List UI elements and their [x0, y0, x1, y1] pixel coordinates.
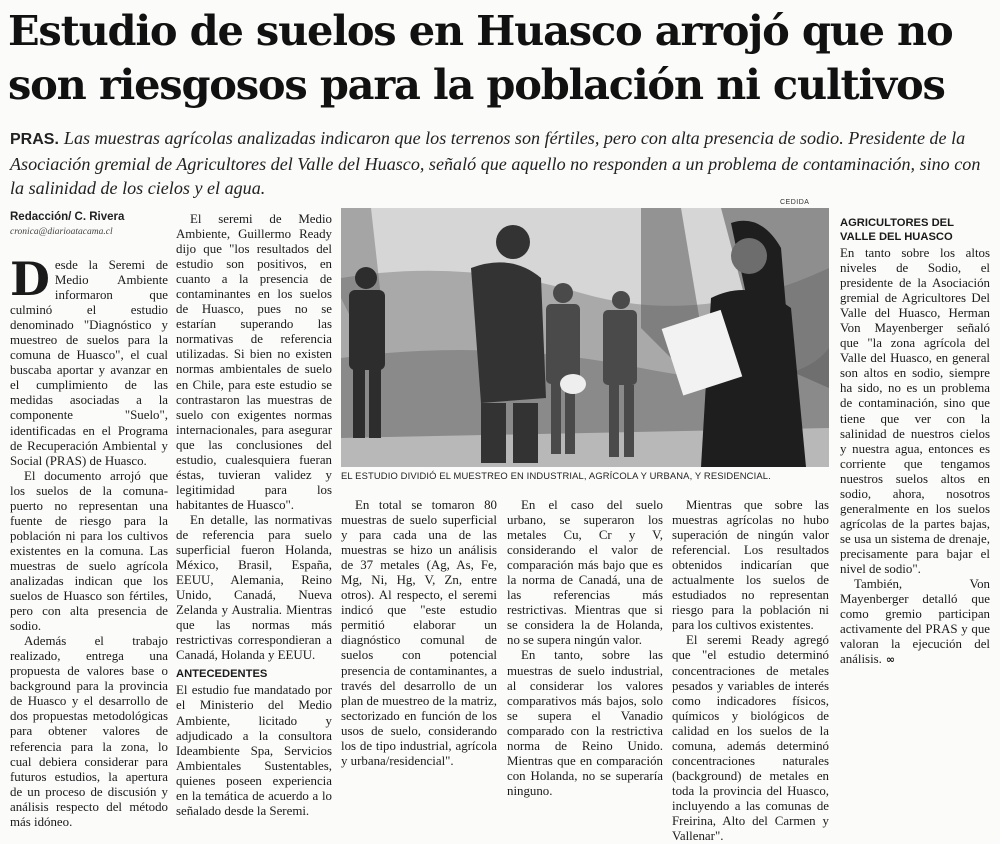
- byline-author: Redacción/ C. Rivera: [10, 211, 125, 223]
- paragraph-8: En el caso del suelo urbano, se superaron los metales Cu, Cr y V, considerando el valor de comparación más bajo que es la norma de Canadá, una de las referencias más restrictivas. Mientras que si se considera la de Holanda, no se supera ningún valor.: [507, 498, 663, 648]
- article-photo: [341, 208, 829, 467]
- photo-illustration: [341, 208, 829, 467]
- paragraph-2: El documento arrojó que los suelos de la comuna-puerto no representan una fuente de riesgo para la población ni para los cultivos existentes en la comuna. Las muestras de suelo agrícola analizadas indican que los suelos de Huasco son fértiles, pero con alta presencia de sodio.: [10, 468, 168, 634]
- paragraph-9: En tanto, sobre las muestras de suelo industrial, al considerar los valores comparativos más bajos, solo se supera el Vanadio comparado con la restrictiva norma de Reino Unido. Mientras que en comparación con Holanda, no se superaría ninguno.: [507, 648, 663, 798]
- paragraph-1-text: esde la Seremi de Medio Ambiente informaron que culminó el estudio denominado "Diagnóstico y muestreo de suelos para la comuna de Huasco", el cual buscaba aportar y avanzar en el cumplimiento de las medidas asociadas a la componente "Suelo", identificadas en el Programa de Recuperación Ambiental y Social (PRAS) de Huasco.: [10, 258, 168, 468]
- byline-email: cronica@diarioatacama.cl: [10, 227, 113, 237]
- paragraph-10: Mientras que sobre las muestras agrícolas no hubo superación de ningún valor referencial. Los resultados obtenidos indicarían que actualmente los suelos de estudiados no representan riesgo para la población ni para los cultivos existentes.: [672, 498, 829, 633]
- article-column-3: [341, 498, 497, 768]
- article-column-1: [10, 252, 168, 829]
- paragraph-13: [840, 577, 990, 667]
- photo-caption: EL ESTUDIO DIVIDIÓ EL MUESTREO EN INDUSTRIAL, AGRÍCOLA Y URBANA, Y RESIDENCIAL.: [341, 470, 771, 481]
- paragraph-7: En total se tomaron 80 muestras de suelo superficial y para cada una de las muestras se hizo un análisis de 37 metales (Ag, As, Fe, Mg, Ni, Hg, V, Zn, entre otros). Al respecto, el seremi indicó que "este estudio permitió elaborar un diagnóstico comunal de suelos con potencial presencia de contaminantes, a través del desarrollo de un plan de muestreo de la matriz, sectorizado en función de los usos de suelo, considerando los de tipo industrial, agrícola y urbana/residencial".: [341, 498, 497, 768]
- paragraph-3: Además el trabajo realizado, entrega una propuesta de valores base o background para la provincia de Huasco y el desarrollo de dos propuestas metodológicas para obtener valores de referencia para la zona, lo cual debiera considerar para futuros estudios, la apertura de un proceso de discusión y análisis respecto del método más idóneo.: [10, 634, 168, 829]
- drop-cap: D: [10, 252, 50, 306]
- lead-kicker: PRAS.: [10, 131, 59, 148]
- article-column-4: [507, 498, 663, 798]
- lead-text: Las muestras agrícolas analizadas indicaron que los terrenos son fértiles, pero con alta presencia de sodio. Presidente de la Asociación gremial de Agricultores del Valle del Huasco, señaló que aquello no responden a un problema de contaminación, sino con la salinidad de los cielos y el agua.: [10, 128, 981, 198]
- headline-line-1: Estudio de suelos en Huasco arrojó que no: [8, 6, 953, 55]
- paragraph-4: El seremi de Medio Ambiente, Guillermo Ready dijo que "los resultados del estudio son positivos, en cuanto a la presencia de contaminantes en los suelos de Huasco, pues no se estarían superando las normativas de referencia utilizadas. Si bien no existen normas ambientales de suelo en Chile, para este estudio se contrastaron las muestras de suelo con exigentes normas internacionales, para asegurar que las conclusiones del estudio, cualesquiera fueran éstas, tuvieran validez y legitimidad para los habitantes de Huasco".: [176, 212, 332, 512]
- paragraph-5: En detalle, las normativas de referencia para suelo superficial fueron Holanda, México, Brasil, España, EEUU, Alemania, Reino Unido, Canadá, Nueva Zelanda y Australia. Mientras que las normas más restrictivas correspondieran a Canadá, Holanda y EEUU.: [176, 512, 332, 663]
- lead-paragraph: [10, 126, 990, 200]
- paragraph-12: En tanto sobre los altos niveles de Sodio, el presidente de la Asociación gremial de Agricultores Del Valle del Huasco, Herman Von Mayenberger señaló que "la zona agrícola del Valle del Huasco, en general son altos en sodio, siempre ha sido, no es un problema de contaminación, sino que tiene que ver con la salinidad de nuestros cielos y nuestra agua, entonces es corriente que tengamos nuestros suelos altos en sodio, ahora, nosotros generalmente en los suelos agrícolas de la partes bajas, se usa un sistema de drenaje, precisamente para bajar el nivel de sodio".: [840, 246, 990, 576]
- article-column-5: [672, 498, 829, 844]
- byline: [10, 211, 170, 237]
- headline-line-2: son riesgosos para la población ni cultivos: [8, 60, 945, 109]
- photo-credit: CEDIDA: [780, 199, 810, 206]
- headline: [8, 4, 992, 112]
- paragraph-13-text: También, Von Mayenberger detalló que como gremio participan activamente del PRAS y que valoran la ejecución del análisis.: [840, 577, 990, 667]
- paragraph-1: [10, 252, 168, 469]
- paragraph-6: El estudio fue mandatado por el Ministerio del Medio Ambiente, licitado y adjudicado a la consultora Ideambiente Spa, Servicios Ambientales Sustentables, quienes poseen experiencia en la temática de acuerdo a lo señalado desde la Seremi.: [176, 683, 332, 818]
- paragraph-11: El seremi Ready agregó que "el estudio determinó concentraciones de metales pesados y variables de interés como indicadores físicos, químicos y biológicos de calidad en los suelos de la comuna, además determinó concentraciones naturales (background) de metales en toda la provincia del Huasco, incluyendo a las comunas de Freirina, Alto del Carmen y Vallenar".: [672, 633, 829, 844]
- article-column-6: [840, 212, 990, 764]
- end-of-article-icon: ∞: [885, 653, 896, 667]
- article-column-2: [176, 212, 332, 818]
- subhead-antecedentes: ANTECEDENTES: [176, 668, 268, 681]
- subhead-agricultores: AGRICULTORES DEL VALLE DEL HUASCO: [840, 217, 954, 243]
